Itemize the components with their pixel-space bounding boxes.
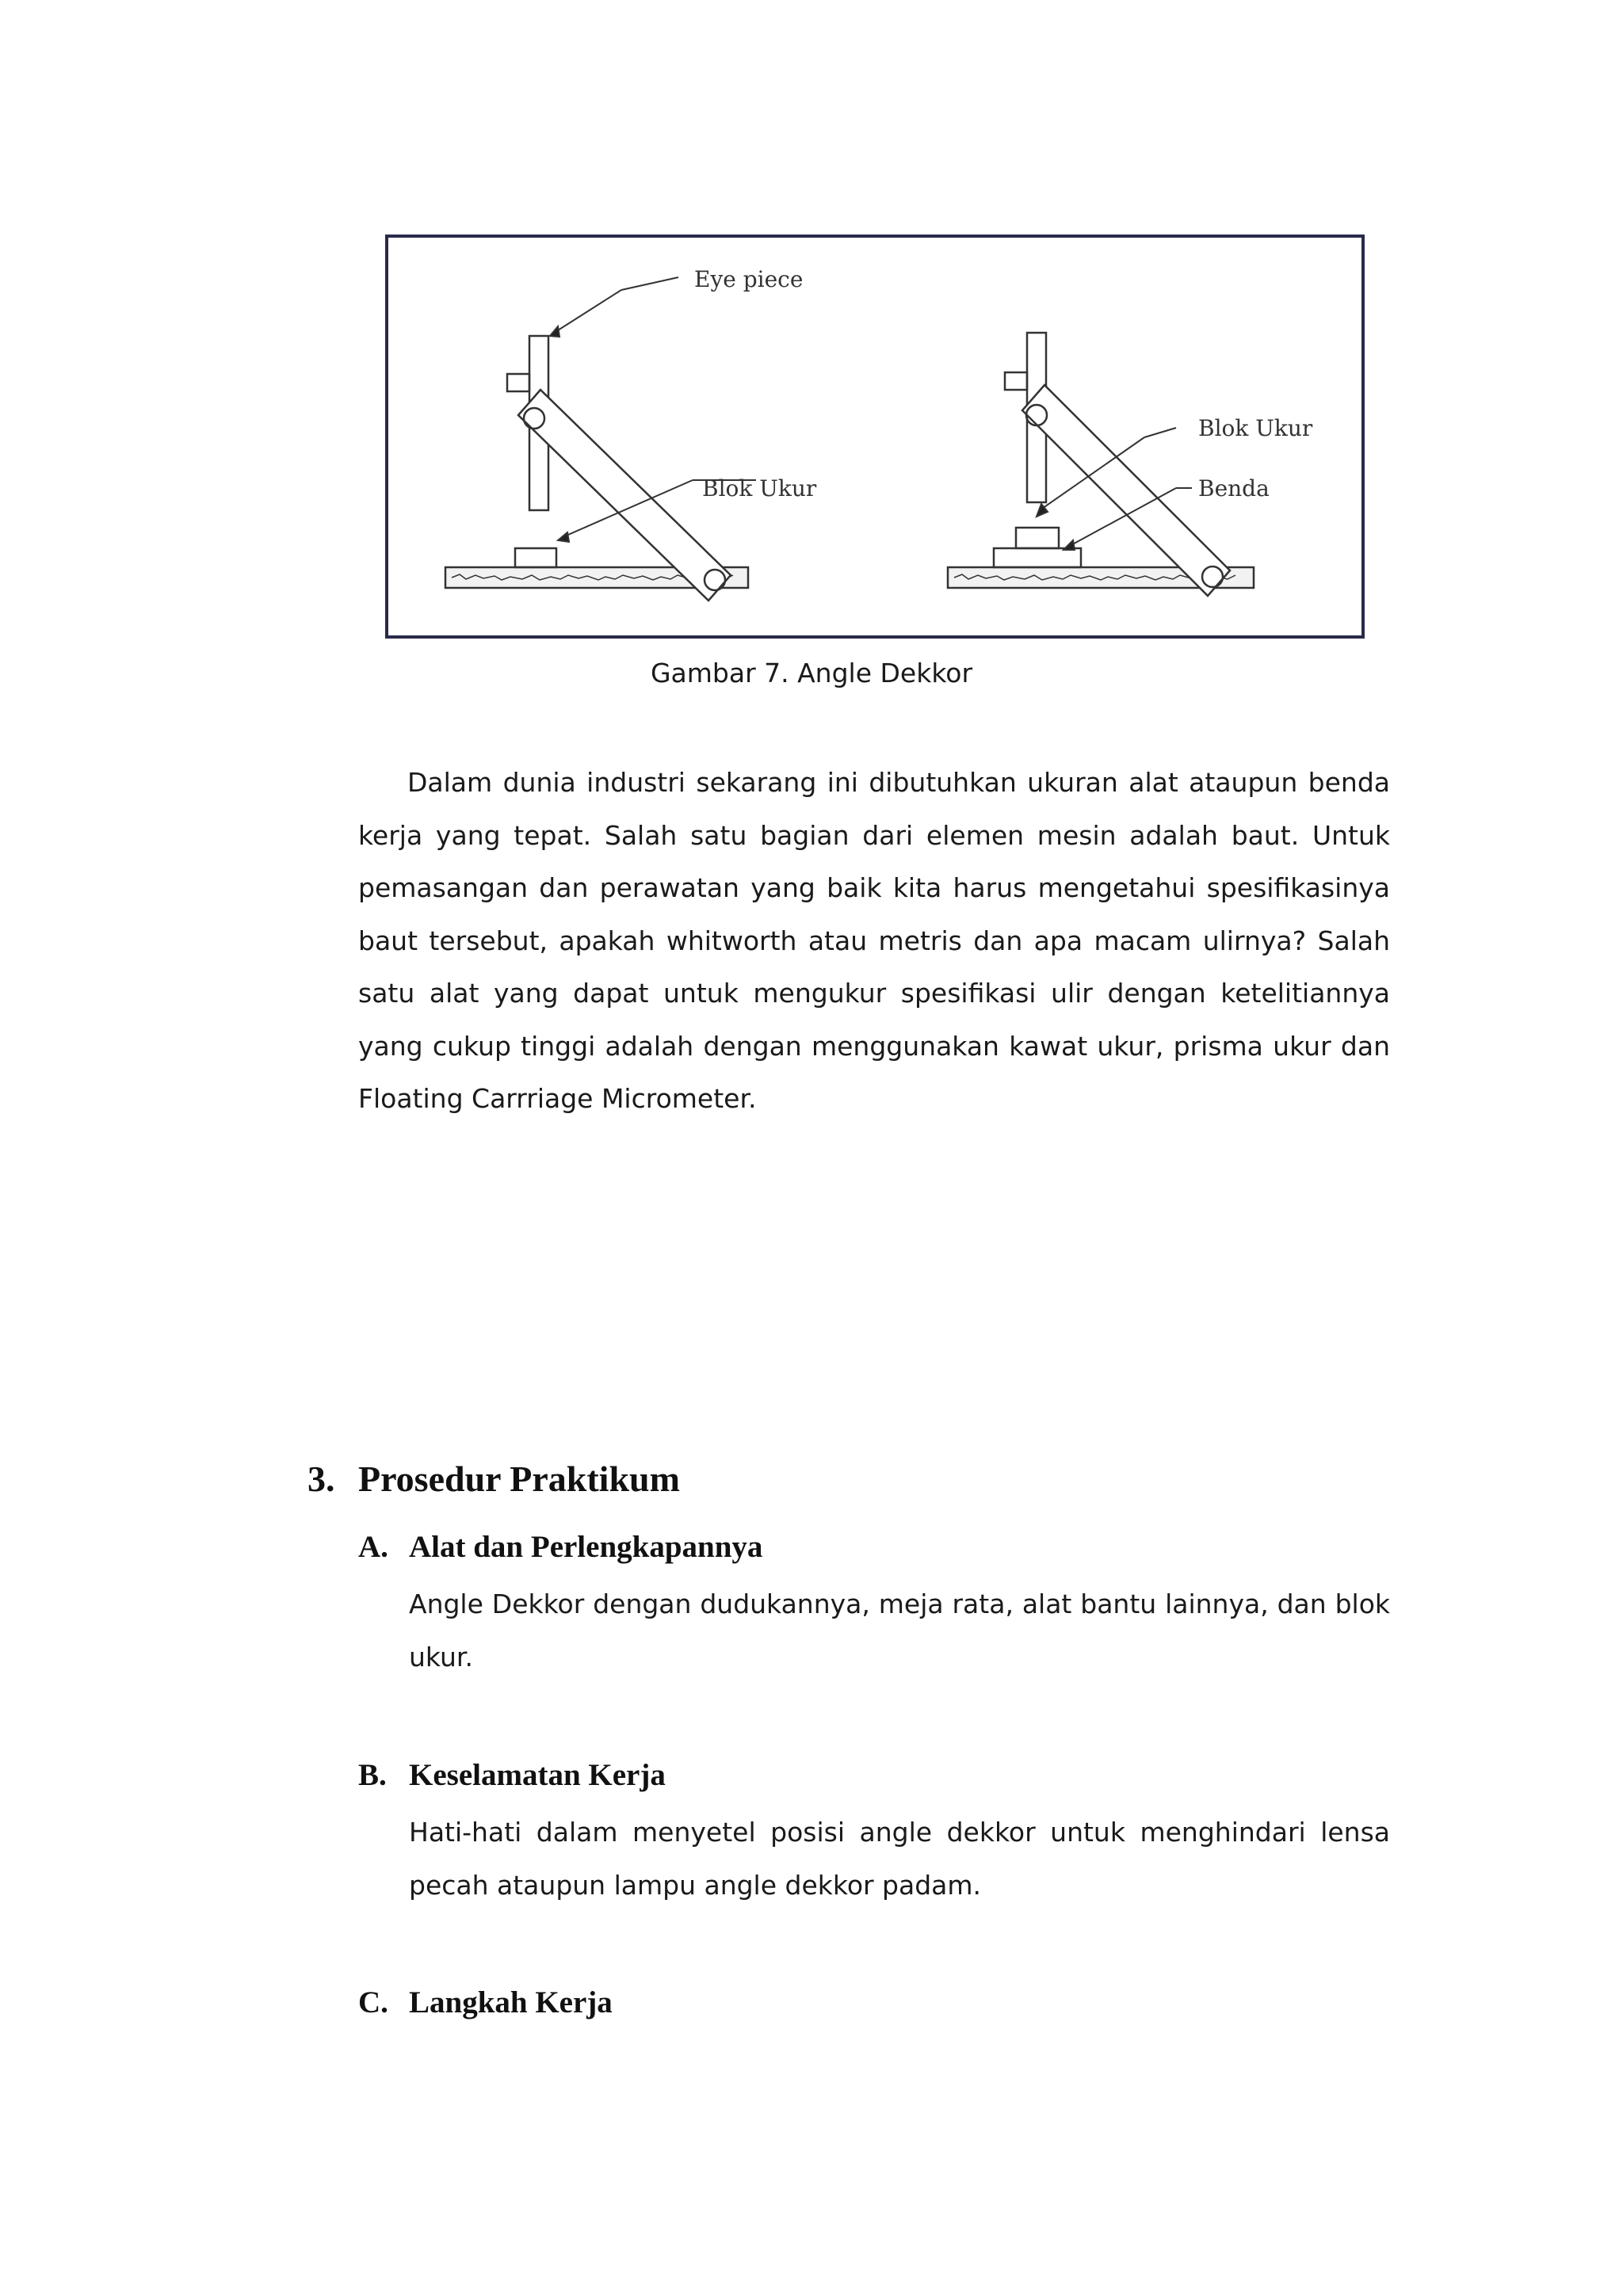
subsection-b-title: Keselamatan Kerja: [409, 1758, 666, 1792]
subsection-a-heading: [358, 1529, 762, 1565]
left-blokukur-label: Blok Ukur: [702, 475, 817, 502]
left-eyepiece-label: Eye piece: [694, 266, 804, 292]
subsection-b-body: Hati-hati dalam menyetel posisi angle dekkor untuk menghindari lensa pecah ataupun lampu angle dekkor padam.: [409, 1817, 1390, 1901]
subsection-a-title: Alat dan Perlengkapannya: [409, 1530, 763, 1564]
figure-caption: Gambar 7. Angle Dekkor: [650, 658, 973, 688]
subsection-b-letter: B.: [358, 1758, 387, 1792]
subsection-b-heading: [358, 1757, 666, 1793]
subsection-c-title: Langkah Kerja: [409, 1985, 613, 2019]
section-number: 3.: [307, 1459, 335, 1499]
angle-dekkor-figure: [384, 233, 1366, 640]
section-title: Prosedur Praktikum: [358, 1459, 680, 1499]
subsection-c-letter: C.: [358, 1985, 388, 2019]
subsection-a-body: Angle Dekkor dengan dudukannya, meja rata, alat bantu lainnya, dan blok ukur.: [409, 1589, 1390, 1672]
subsection-c-heading: [358, 1985, 613, 2020]
intro-paragraph: Dalam dunia industri sekarang ini dibutuhkan ukuran alat ataupun benda kerja yang tepat. Salah satu bagian dari elemen mesin adalah baut. Untuk pemasangan dan perawatan yang baik kita harus mengetahui spesifikasinya baut tersebut, apakah whitworth atau metris dan apa macam ulirnya? Salah satu alat yang dapat untuk mengukur spesifikasi ulir dengan ketelitiannya yang cukup tinggi adalah dengan menggunakan kawat ukur, prisma ukur dan Floating Carrriage Micrometer.: [358, 767, 1390, 1114]
angle-dekkor-diagram: [384, 233, 1366, 640]
right-benda-label: Benda: [1198, 475, 1270, 502]
right-blokukur-label: Blok Ukur: [1198, 415, 1313, 441]
section-heading: [307, 1458, 680, 1500]
subsection-a-letter: A.: [358, 1530, 388, 1564]
